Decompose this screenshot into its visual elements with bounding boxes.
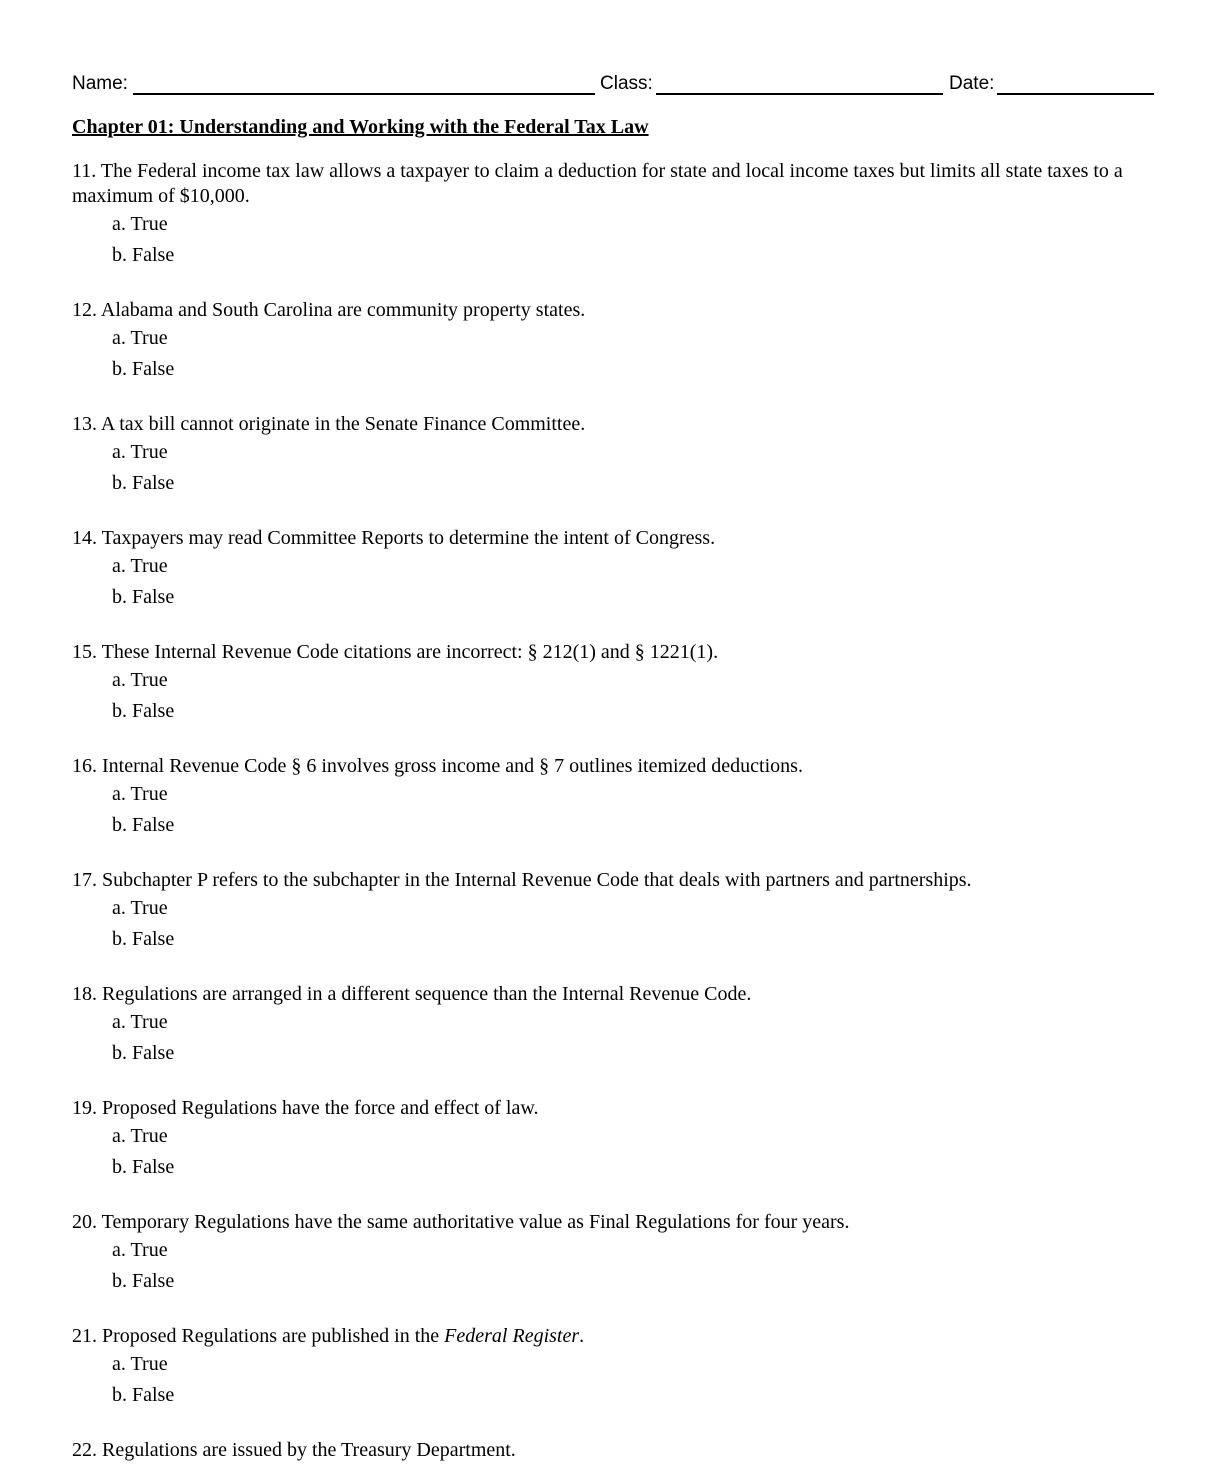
question-number: 11. <box>72 160 97 182</box>
choice-true[interactable]: a. True <box>112 213 168 235</box>
question-15 <box>72 640 1154 754</box>
question-number: 16. <box>72 755 97 777</box>
choice-false[interactable]: b. False <box>112 700 175 722</box>
question-text <box>72 159 1154 209</box>
question-number: 22. <box>72 1439 97 1461</box>
choice-false[interactable]: b. False <box>112 358 175 380</box>
question-stem: Proposed Regulations have the force and effect of law. <box>102 1097 539 1119</box>
question-text <box>72 298 1154 323</box>
question-12 <box>72 298 1154 412</box>
question-stem: A tax bill cannot originate in the Senate Finance Committee. <box>100 413 586 435</box>
chapter-title: Chapter 01: Understanding and Working with the Federal Tax Law <box>72 116 649 138</box>
choice-true[interactable]: a. True <box>112 897 168 919</box>
choice-false[interactable]: b. False <box>112 1042 175 1064</box>
question-number: 13. <box>72 413 97 435</box>
name-field[interactable] <box>133 93 595 95</box>
question-number: 12. <box>72 299 97 321</box>
question-stem: Regulations are arranged in a different sequence than the Internal Revenue Code. <box>102 983 752 1005</box>
question-11 <box>72 159 1154 298</box>
class-label: Class: <box>600 73 653 94</box>
question-stem: The Federal income tax law allows a taxpayer to claim a deduction for state and local income taxes but limits all state taxes to a maximum of $10,000. <box>72 160 1123 207</box>
question-text <box>72 526 1154 551</box>
question-stem: Proposed Regulations are published in the <box>102 1325 440 1347</box>
question-text <box>72 412 1154 437</box>
question-stem: Alabama and South Carolina are community property states. <box>100 299 586 321</box>
question-number: 15. <box>72 641 97 663</box>
question-stem: Internal Revenue Code § 6 involves gross income and § 7 outlines itemized deductions. <box>102 755 803 777</box>
choice-true[interactable]: a. True <box>112 783 168 805</box>
question-18 <box>72 982 1154 1096</box>
question-text <box>72 640 1154 665</box>
question-number: 19. <box>72 1097 97 1119</box>
question-17 <box>72 868 1154 982</box>
question-13 <box>72 412 1154 526</box>
question-20 <box>72 1210 1154 1324</box>
question-stem: Regulations are issued by the Treasury Department. <box>102 1439 516 1461</box>
question-text <box>72 754 1154 779</box>
choice-true[interactable]: a. True <box>112 1125 168 1147</box>
question-16 <box>72 754 1154 868</box>
choice-true[interactable]: a. True <box>112 1011 168 1033</box>
choice-false[interactable]: b. False <box>112 472 175 494</box>
question-number: 20. <box>72 1211 97 1233</box>
question-text <box>72 1210 1154 1235</box>
choice-false[interactable]: b. False <box>112 1156 175 1178</box>
choice-true[interactable]: a. True <box>112 1239 168 1261</box>
class-field[interactable] <box>656 93 943 95</box>
question-text <box>72 868 1154 893</box>
question-stem: Taxpayers may read Committee Reports to determine the intent of Congress. <box>101 527 716 549</box>
question-text <box>72 1438 1154 1463</box>
student-info-header <box>72 70 1154 100</box>
question-list <box>72 159 1154 1468</box>
choice-true[interactable]: a. True <box>112 327 168 349</box>
publication-title: Federal Register <box>444 1325 580 1347</box>
choice-true[interactable]: a. True <box>112 441 168 463</box>
question-19 <box>72 1096 1154 1210</box>
question-stem: These Internal Revenue Code citations are incorrect: § 212(1) and § 1221(1). <box>101 641 719 663</box>
question-stem: Temporary Regulations have the same authoritative value as Final Regulations for four years. <box>101 1211 850 1233</box>
question-text <box>72 1096 1154 1121</box>
choice-true[interactable]: a. True <box>112 1353 168 1375</box>
name-label: Name: <box>72 73 128 94</box>
question-number: 14. <box>72 527 97 549</box>
question-text <box>72 982 1154 1007</box>
choice-false[interactable]: b. False <box>112 586 175 608</box>
question-number: 17. <box>72 869 97 891</box>
date-label: Date: <box>949 73 995 94</box>
choice-true[interactable]: a. True <box>112 555 168 577</box>
choice-true[interactable]: a. True <box>112 669 168 691</box>
question-number: 18. <box>72 983 97 1005</box>
choice-false[interactable]: b. False <box>112 1384 175 1406</box>
question-14 <box>72 526 1154 640</box>
question-text <box>72 1324 1154 1349</box>
choice-false[interactable]: b. False <box>112 1270 175 1292</box>
question-stem-end: . <box>579 1325 585 1347</box>
question-stem: Subchapter P refers to the subchapter in the Internal Revenue Code that deals with partners and partnerships. <box>102 869 972 891</box>
question-21 <box>72 1324 1154 1438</box>
choice-false[interactable]: b. False <box>112 928 175 950</box>
date-field[interactable] <box>997 93 1154 95</box>
question-number: 21. <box>72 1325 97 1347</box>
question-22 <box>72 1438 1154 1468</box>
choice-false[interactable]: b. False <box>112 814 175 836</box>
choice-false[interactable]: b. False <box>112 244 175 266</box>
